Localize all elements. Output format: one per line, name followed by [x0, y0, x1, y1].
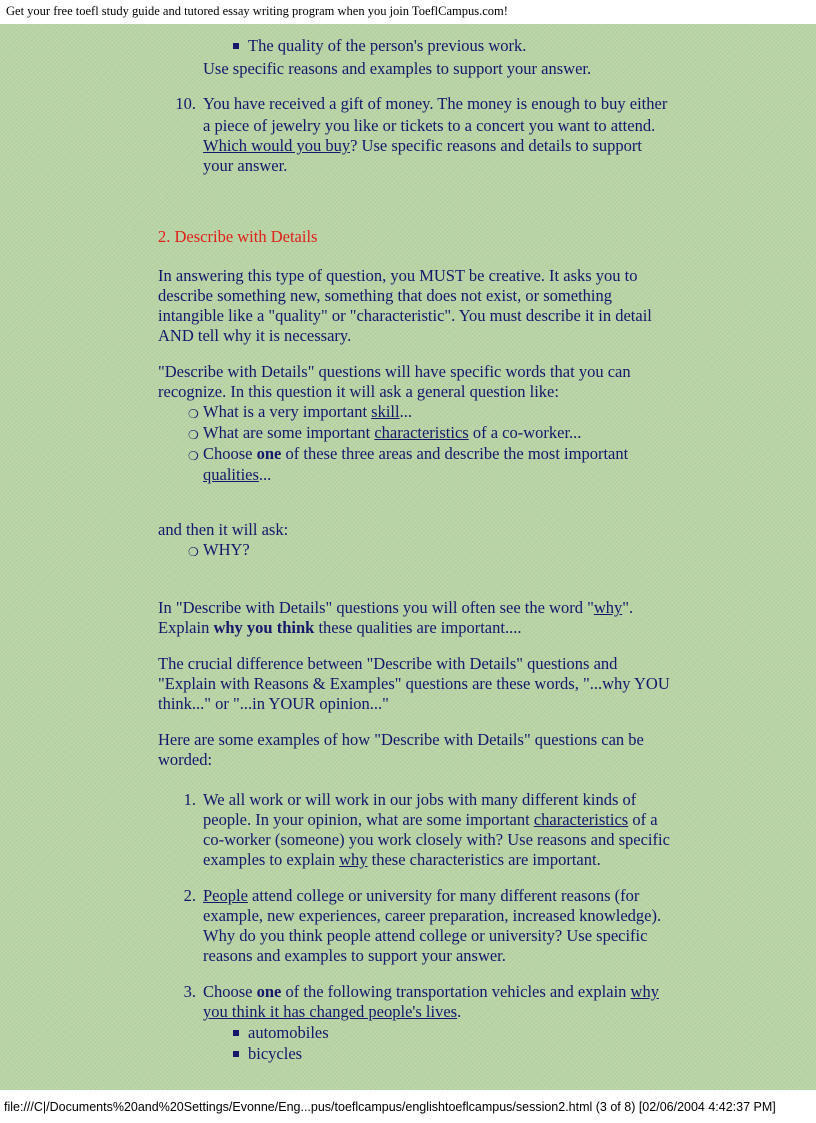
- circle-bullet-icon: ❍: [188, 407, 199, 421]
- square-bullet-icon: [233, 1051, 239, 1057]
- para1-line4: AND tell why it is necessary.: [158, 326, 352, 345]
- q10-number: 10.: [175, 94, 196, 113]
- changed-lives-link[interactable]: you think it has changed people's lives: [203, 1002, 458, 1021]
- why-link[interactable]: why: [593, 598, 623, 617]
- example2-line2: example, new experiences, career preparation, increased knowledge).: [203, 906, 662, 925]
- example3-number: 3.: [183, 982, 196, 1001]
- q10-line2: a piece of jewelry you like or tickets to a concert you want to attend.: [203, 116, 656, 135]
- para1-line2: describe something new, something that does not exist, or something: [158, 286, 612, 305]
- q10-line1: You have received a gift of money. The money is enough to buy either: [203, 94, 668, 113]
- characteristics-link[interactable]: characteristics: [533, 810, 629, 829]
- characteristics-link[interactable]: characteristics: [374, 423, 469, 442]
- bullet-quality: The quality of the person's previous work.: [248, 36, 527, 55]
- print-header: [0, 0, 816, 24]
- circle-bullet-icon: ❍: [188, 545, 199, 559]
- why-link[interactable]: why: [630, 982, 659, 1001]
- page-content: [0, 24, 816, 1090]
- square-bullet-icon: [233, 1030, 239, 1036]
- para4-line1: The crucial difference between "Describe with Details" questions and: [158, 654, 618, 673]
- para4-line2: "Explain with Reasons & Examples" questions are these words, "...why YOU: [158, 674, 670, 693]
- example1-line2: people. In your opinion, what are some important characteristics of a: [203, 810, 658, 829]
- then-text: and then it will ask:: [158, 520, 289, 539]
- people-link[interactable]: People: [203, 886, 248, 905]
- example3-line1: Choose one of the following transportation vehicles and explain why: [203, 982, 659, 1001]
- which-would-you-buy-link[interactable]: Which would you buy: [203, 136, 351, 155]
- para3-line1: In "Describe with Details" questions you will often see the word "why".: [158, 598, 634, 617]
- example1-line1: We all work or will work in our jobs with many different kinds of: [203, 790, 637, 809]
- why-item: WHY?: [203, 540, 250, 559]
- qualities-link[interactable]: qualities: [203, 465, 259, 484]
- example2-line3: Why do you think people attend college or university? Use specific: [203, 926, 648, 945]
- example2-line4: reasons and examples to support your answer.: [203, 946, 506, 965]
- example3-line2: you think it has changed people's lives.: [203, 1002, 462, 1021]
- para5-line2: worded:: [158, 750, 213, 769]
- section-heading: 2. Describe with Details: [158, 227, 318, 246]
- list1-item3: Choose one of these three areas and describe the most important: [203, 444, 629, 463]
- para2-line1: "Describe with Details" questions will have specific words that you can: [158, 362, 631, 381]
- list1-item2: What are some important characteristics of a co-worker...: [203, 423, 582, 442]
- list1-item3-cont: qualities...: [203, 465, 272, 484]
- q10-line3: Which would you buy? Use specific reasons and details to support: [203, 136, 642, 155]
- example1-line4: examples to explain why these characteristics are important.: [203, 850, 601, 869]
- circle-bullet-icon: ❍: [188, 449, 199, 463]
- para1-line1: In answering this type of question, you MUST be creative. It asks you to: [158, 266, 638, 285]
- square-bullet-icon: [233, 43, 239, 49]
- circle-bullet-icon: ❍: [188, 428, 199, 442]
- print-footer: [0, 1090, 816, 1123]
- example2-line1: People attend college or university for many different reasons (for: [203, 886, 640, 905]
- skill-link[interactable]: skill: [371, 402, 400, 421]
- para5-line1: Here are some examples of how "Describe with Details" questions can be: [158, 730, 644, 749]
- q10-line4: your answer.: [203, 156, 288, 175]
- example1-number: 1.: [183, 790, 196, 809]
- para4-line3: think..." or "...in YOUR opinion...": [158, 694, 389, 713]
- example1-line3: co-worker (someone) you work closely with? Use reasons and specific: [203, 830, 670, 849]
- para2-line2: recognize. In this question it will ask a general question like:: [158, 382, 559, 401]
- why-link[interactable]: why: [339, 850, 368, 869]
- example2-number: 2.: [183, 886, 196, 905]
- header-text: Get your free toefl study guide and tutored essay writing program when you join ToeflCampus.com!: [6, 4, 508, 18]
- para3-line2: Explain why you think these qualities are important....: [158, 618, 522, 637]
- example3-sub1: automobiles: [248, 1023, 329, 1042]
- list1-item1: What is a very important skill...: [203, 402, 412, 421]
- example3-sub2: bicycles: [248, 1044, 303, 1063]
- support-line: Use specific reasons and examples to support your answer.: [203, 59, 592, 78]
- para1-line3: intangible like a "quality" or "characteristic". You must describe it in detail: [158, 306, 652, 325]
- footer-text: file:///C|/Documents%20and%20Settings/Evonne/Eng...pus/toeflcampus/englishtoeflcampus/session2.html (3 of 8) [02/06/2004 4:42:37 PM]: [4, 1100, 776, 1114]
